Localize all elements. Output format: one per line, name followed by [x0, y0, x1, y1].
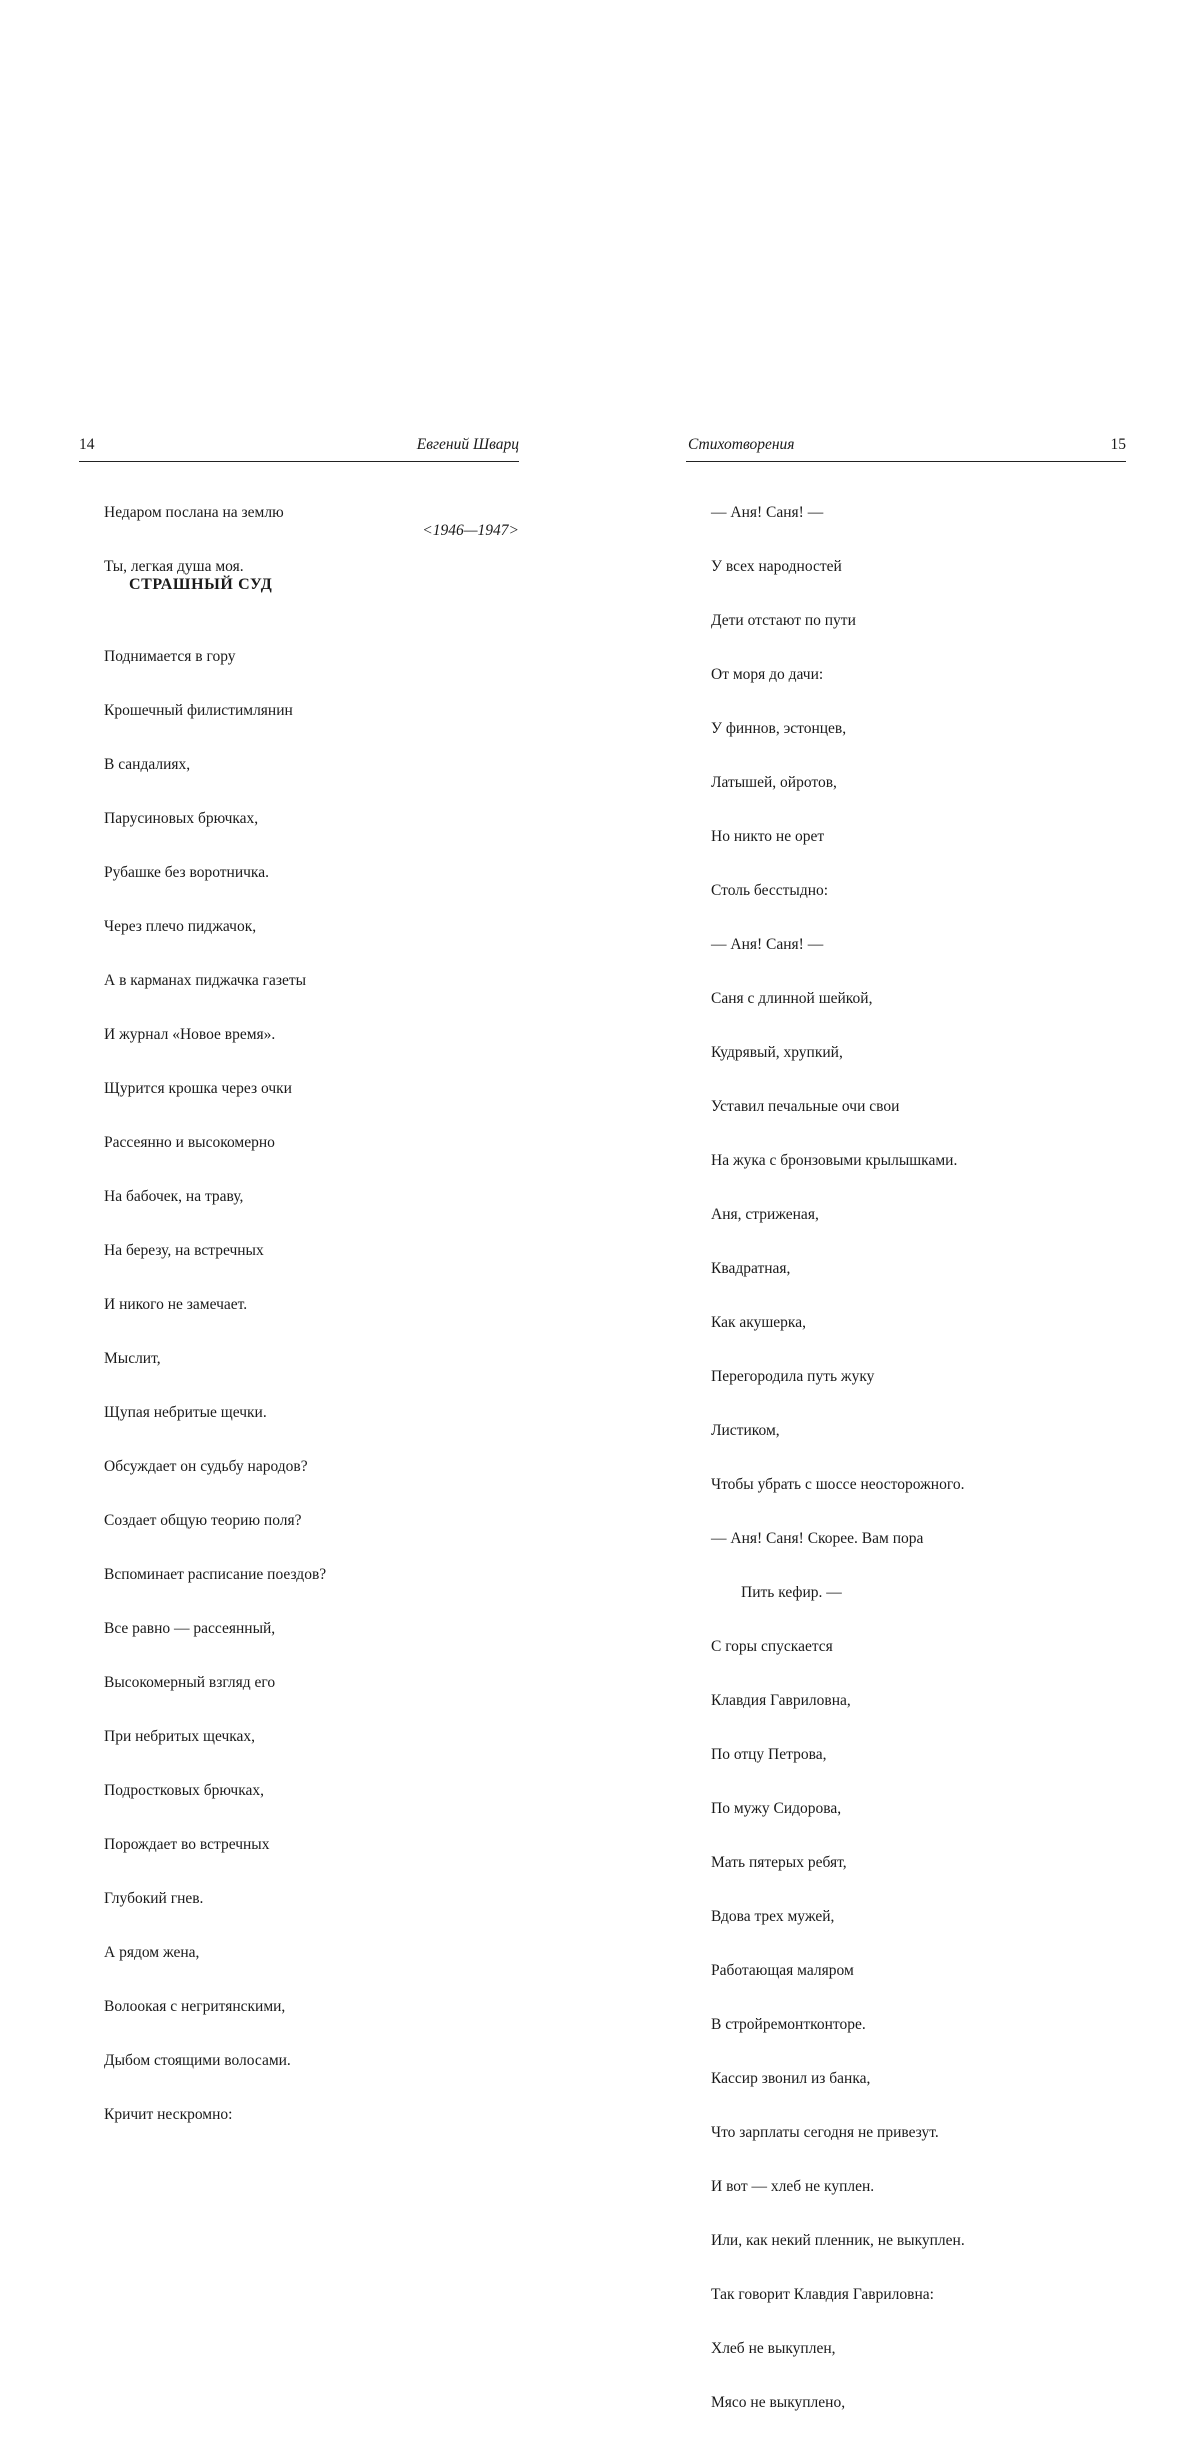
- verse-line: Пить кефир. —: [741, 1584, 842, 1601]
- verse-line: Парусиновых брючках,: [104, 810, 259, 827]
- verse-line: Кудрявый, хрупкий,: [711, 1044, 843, 1061]
- verse-line: Рассеянно и высокомерно: [104, 1134, 275, 1151]
- verse-line: Чтобы убрать с шоссе неосторожного.: [711, 1476, 965, 1493]
- verse-line: Так говорит Клавдия Гавриловна:: [711, 2286, 934, 2303]
- verse-line: Дыбом стоящими волосами.: [104, 2052, 291, 2069]
- verse-line: На березу, на встречных: [104, 1242, 264, 1259]
- verse-line: Мыслит,: [104, 1350, 161, 1367]
- verse-line: В стройремонтконторе.: [711, 2016, 866, 2033]
- verse-line: — Аня! Саня! —: [711, 936, 824, 953]
- verse-line: Поднимается в гору: [104, 648, 236, 665]
- verse-line: Крошечный филистимлянин: [104, 702, 293, 719]
- verse-line: Дети отстают по пути: [711, 612, 856, 629]
- verse-line: А в карманах пиджачка газеты: [104, 972, 307, 989]
- verse-line: Все равно — рассеянный,: [104, 1620, 276, 1637]
- verse-line: И никого не замечает.: [104, 1296, 248, 1313]
- verse-line: Рубашке без воротничка.: [104, 864, 269, 881]
- verse-line: Уставил печальные очи свои: [711, 1098, 900, 1115]
- verse-line: — Аня! Саня! Скорее. Вам пора: [711, 1530, 924, 1547]
- verse-line: Или, как некий пленник, не выкуплен.: [711, 2232, 965, 2249]
- verse-line: Кричит нескромно:: [104, 2106, 233, 2123]
- verse-line: Обсуждает он судьбу народов?: [104, 1458, 308, 1475]
- right-page-number: 15: [1110, 436, 1126, 453]
- verse-line: У всех народностей: [711, 558, 842, 575]
- verse-line: Щурится крошка через очки: [104, 1080, 292, 1097]
- verse-line: Вспоминает расписание поездов?: [104, 1566, 327, 1583]
- verse-line: Подростковых брючках,: [104, 1782, 264, 1799]
- verse-line: Кассир звонил из банка,: [711, 2070, 871, 2087]
- verse-line: Клавдия Гавриловна,: [711, 1692, 851, 1709]
- left-page-number: 14: [79, 436, 95, 453]
- verse-line: И вот — хлеб не куплен.: [711, 2178, 875, 2195]
- verse-line: С горы спускается: [711, 1638, 833, 1655]
- verse-line: И журнал «Новое время».: [104, 1026, 276, 1043]
- verse-line: Ты, легкая душа моя.: [104, 558, 244, 575]
- verse-line: Но никто не орет: [711, 828, 825, 845]
- verse-line: Недаром послана на землю: [104, 504, 284, 521]
- verse-line: Как акушерка,: [711, 1314, 806, 1331]
- poem-body-left: [104, 612, 326, 2160]
- verse-line: Латышей, ойротов,: [711, 774, 837, 791]
- verse-line: Квадратная,: [711, 1260, 791, 1277]
- verse-line: Глубокий гнев.: [104, 1890, 204, 1907]
- verse-line: Мясо не выкуплено,: [711, 2394, 846, 2411]
- verse-line: Аня, стриженая,: [711, 1206, 819, 1223]
- verse-line: По мужу Сидорова,: [711, 1800, 842, 1817]
- right-running-title: Стихотворения: [688, 436, 795, 453]
- right-running-head: [686, 435, 1126, 462]
- verse-line: Листиком,: [711, 1422, 780, 1439]
- verse-line: По отцу Петрова,: [711, 1746, 827, 1763]
- verse-line: При небритых щечках,: [104, 1728, 256, 1745]
- poem-body-right: [711, 468, 965, 2448]
- poem-date: <1946—1947>: [422, 522, 519, 539]
- poem-title: СТРАШНЫЙ СУД: [129, 576, 273, 593]
- left-running-title: Евгений Шварц: [416, 436, 519, 453]
- verse-line: Щупая небритые щечки.: [104, 1404, 267, 1421]
- verse-line: Волоокая с негритянскими,: [104, 1998, 286, 2015]
- verse-line: Мать пятерых ребят,: [711, 1854, 847, 1871]
- verse-line: Порождает во встречных: [104, 1836, 270, 1853]
- verse-line: На бабочек, на траву,: [104, 1188, 244, 1205]
- verse-line: А рядом жена,: [104, 1944, 200, 1961]
- verse-line: Столь бесстыдно:: [711, 882, 829, 899]
- left-running-head: [79, 435, 519, 462]
- verse-line: В сандалиях,: [104, 756, 191, 773]
- verse-line: На жука с бронзовыми крылышками.: [711, 1152, 958, 1169]
- verse-line: Высокомерный взгляд его: [104, 1674, 276, 1691]
- verse-line: У финнов, эстонцев,: [711, 720, 847, 737]
- verse-line: Создает общую теорию поля?: [104, 1512, 302, 1529]
- verse-line: Через плечо пиджачок,: [104, 918, 257, 935]
- verse-line: — Аня! Саня! —: [711, 504, 824, 521]
- verse-line: От моря до дачи:: [711, 666, 824, 683]
- verse-line: Вдова трех мужей,: [711, 1908, 835, 1925]
- verse-line: Саня с длинной шейкой,: [711, 990, 873, 1007]
- verse-line: Перегородила путь жуку: [711, 1368, 875, 1385]
- verse-line: Что зарплаты сегодня не привезут.: [711, 2124, 939, 2141]
- verse-line: Работающая маляром: [711, 1962, 854, 1979]
- verse-line: Хлеб не выкуплен,: [711, 2340, 836, 2357]
